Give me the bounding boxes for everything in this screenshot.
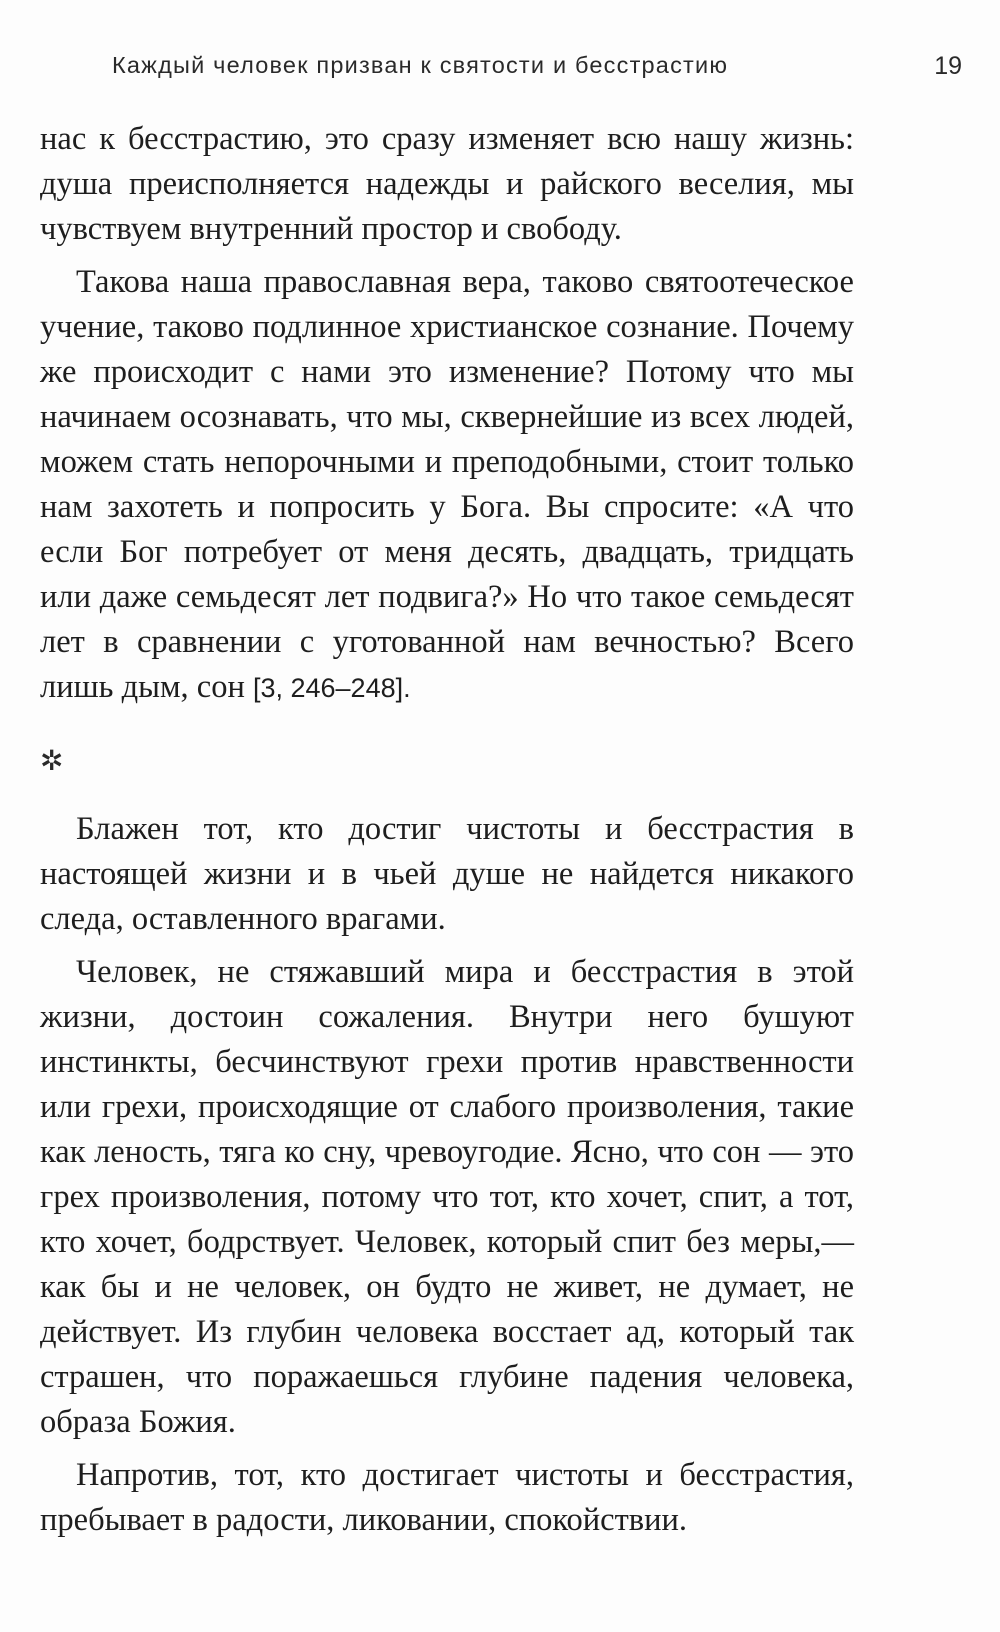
asterisk-ornament-icon: ✲ [40, 744, 64, 777]
running-title: Каждый человек призван к святости и бесстрастию [112, 52, 729, 78]
paragraph-continuation: нас к бесстрастию, это сразу изменяет всю нашу жизнь: душа преисполняется надежды и райского веселия, мы чувствуем внутренний простор и свободу. [40, 121, 854, 247]
citation-reference: [3, 246–248]. [252, 673, 411, 703]
paragraph: Напротив, тот, кто достигает чистоты и бесстрастия, пребывает в радости, ликовании, спокойствии. [40, 1457, 854, 1538]
paragraph: Человек, не стяжавший мира и бесстрастия в этой жизни, достоин сожаления. Внутри него бушуют инстинкты, бесчинствуют грехи против нравственности или грехи, происходящие от слабого произволения, такие как леность, тяга ко сну, чревоугодие. Ясно, что сон — это грех произволения, потому что тот, кто хочет, спит, а тот, кто хочет, бодрствует. Человек, который спит без меры,— как бы и не человек, он будто не живет, не думает, не действует. Из глубин человека восстает ад, который так страшен, что поражаешься глубине падения человека, образа Божия. [40, 954, 854, 1440]
paragraph: Блажен тот, кто достиг чистоты и бесстрастия в настоящей жизни и в чьей душе не найдется никакого следа, оставленного врагами. [40, 811, 854, 937]
page-number: 19 [934, 52, 962, 80]
section-separator [40, 711, 854, 807]
paragraph-text: Такова наша православная вера, таково святоотеческое учение, таково подлинное христианское сознание. Почему же происходит с нами это изменение? Потому что мы начинаем осознавать, что мы, сквернейшие из всех людей, можем стать непорочными и преподобными, стоит только нам захотеть и попросить у Бога. Вы спросите: «А что если Бог потребует от меня десять, двадцать, тридцать или даже семьдесят лет подвига?» Но что такое семьдесят лет в сравнении с уготованной нам вечностью? Всего лишь дым, сон [40, 264, 854, 705]
paragraph [40, 260, 854, 711]
body-text [40, 117, 854, 1543]
page-header [112, 52, 962, 92]
